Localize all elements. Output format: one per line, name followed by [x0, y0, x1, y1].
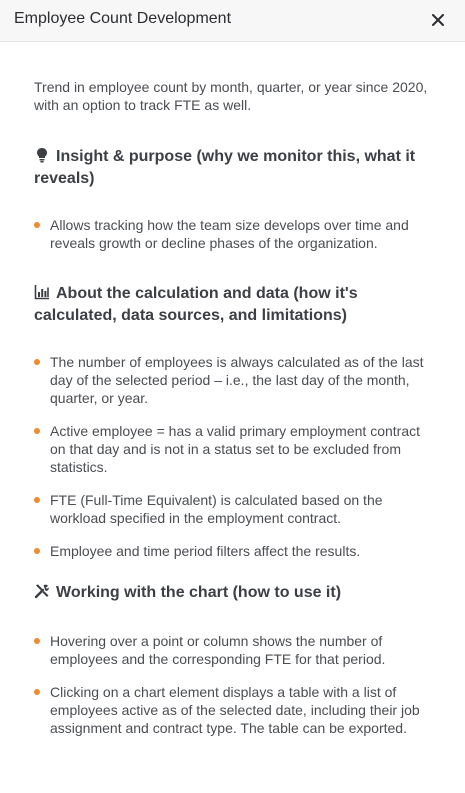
section-title: Insight & purpose (why we monitor this, what it reveals): [34, 148, 416, 187]
section-title: Working with the chart (how to use it): [56, 584, 342, 601]
bullet-dot: [34, 548, 40, 554]
bullet-list-working: [34, 632, 434, 737]
close-icon: [432, 14, 444, 26]
close-button[interactable]: [429, 11, 447, 29]
bullet-list-calculation: [34, 353, 434, 560]
bullet-dot: [34, 428, 40, 434]
list-item: [34, 632, 434, 668]
bullet-text: The number of employees is always calculated as of the last day of the selected period – i.e., the last day of the month, quarter, or year.: [50, 354, 424, 406]
bullet-text: Clicking on a chart element displays a table with a list of employees active as of the selected date, including their job assignment and contract type. The table can be exported.: [50, 684, 420, 736]
panel-title: Employee Count Development: [14, 10, 232, 27]
list-item: [34, 216, 434, 252]
list-item: [34, 542, 434, 560]
bullet-text: Active employee = has a valid primary employment contract on that day and is not in a status set to be excluded from statistics.: [50, 423, 420, 475]
bullet-dot: [34, 222, 40, 228]
intro-text: Trend in employee count by month, quarter, or year since 2020, with an option to track FTE as well.: [34, 79, 428, 113]
panel-header: [0, 0, 465, 42]
bullet-text: Allows tracking how the team size develops over time and reveals growth or decline phases of the organization.: [50, 217, 409, 251]
list-item: [34, 491, 434, 527]
bullet-dot: [34, 689, 40, 695]
bullet-list-insight: [34, 216, 434, 252]
bullet-dot: [34, 359, 40, 365]
list-item: [34, 353, 434, 407]
list-item: [34, 683, 434, 737]
lightbulb-icon: [34, 147, 50, 163]
bar-chart-icon: [34, 284, 50, 300]
list-item: [34, 422, 434, 476]
bullet-dot: [34, 638, 40, 644]
section-heading-insight: [34, 146, 434, 190]
bullet-dot: [34, 497, 40, 503]
bullet-text: Hovering over a point or column shows the number of employees and the corresponding FTE for that period.: [50, 633, 386, 667]
section-heading-working: [34, 582, 434, 604]
section-heading-calculation: [34, 283, 434, 327]
section-title: About the calculation and data (how it's calculated, data sources, and limitations): [34, 285, 358, 324]
tools-icon: [34, 583, 50, 599]
bullet-text: FTE (Full-Time Equivalent) is calculated based on the workload specified in the employment contract.: [50, 492, 383, 526]
bullet-text: Employee and time period filters affect the results.: [50, 543, 361, 559]
